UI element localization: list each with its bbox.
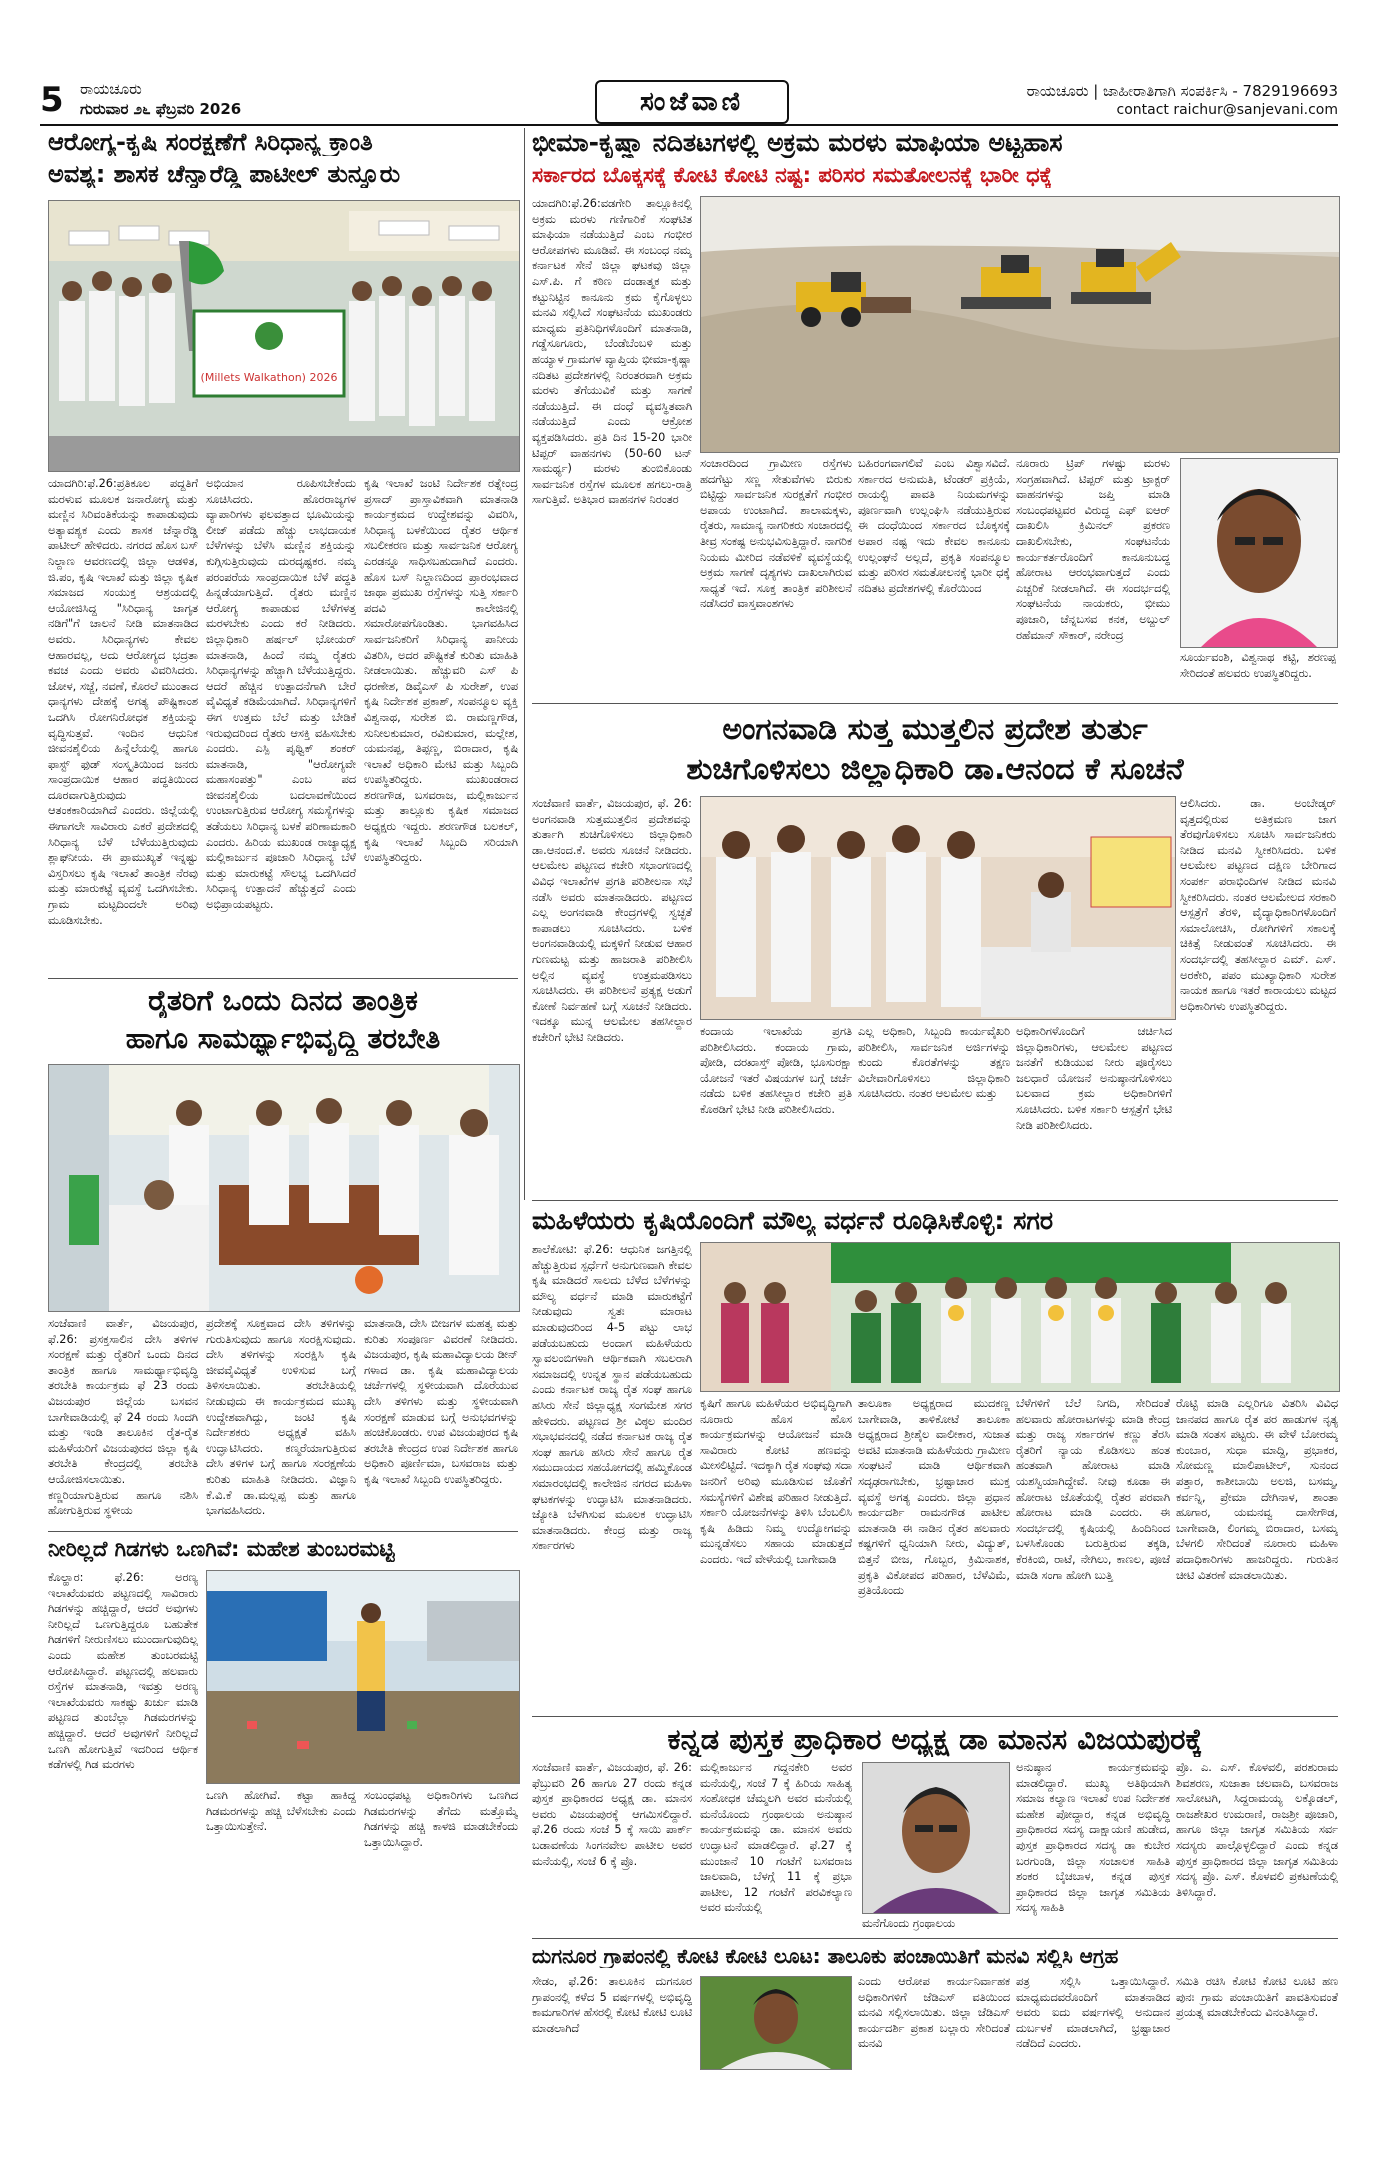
a4-col-2: ಪ್ರದೇಶಕ್ಕೆ ಸೂಕ್ತವಾದ ದೇಸಿ ತಳಿಗಳನ್ನು ಗುರುತಿಸುವುದು ಹಾಗೂ ಸಂರಕ್ಷಿಸುವುದು. ದೇಸಿ ತಳಿಗಳನ್ನು ಸಂರಕ್ಷಿಸಿ ಕೃಷಿ ಜೀವವೈವಿಧ್ಯತೆ ಉಳಿಸುವ ಬಗ್ಗೆ ತಿಳಿಸಲಾಯಿತು. ತರಬೇತಿಯಲ್ಲಿ ನೀಡುವುದು ಈ ಕಾರ್ಯಕ್ರಮದ ಮುಖ್ಯ ಉದ್ದೇಶವಾಗಿದ್ದು, ಜಂಟಿ ಕೃಷಿ ನಿರ್ದೇಶಕರು ಅಧ್ಯಕ್ಷತೆ ವಹಿಸಿ ಉದ್ಘಾಟಿಸಿದರು. ಕಣ್ಮರೆಯಾಗುತ್ತಿರುವ ದೇಸಿ ತಳಿಗಳ ಬಗ್ಗೆ ಹಾಗೂ ಸಂರಕ್ಷಣೆಯ ಕುರಿತು ಮಾಹಿತಿ ನೀಡಿದರು. ವಿಜ್ಞಾನಿ ಕೆ.ವಿ.ಕೆ ಡಾ.ಮಲ್ಲಪ್ಪ ಮತ್ತು ಹಾಗೂ ಭಾಗವಹಿಸಿದರು. bbox=[206, 1317, 356, 1518]
a5-col-2: ತಾಲೂಕಾ ಅಧ್ಯಕ್ಷರಾದ ಮುದಕಣ್ಣ ಬಾಗೇವಾಡಿ, ತಾಳಿಕೋಟೆ ತಾಲೂಕಾ ಅಧ್ಯಕ್ಷರಾದ ಶ್ರೀಶೈಲ ವಾಲೀಕಾರ, ಸುಜಾತ ಅವಟಿ ಮಾತನಾಡಿ ಮಹಿಳೆಯರು ಗ್ರಾಮೀಣ ಸಂಘಟನೆ ಮಾಡಿ ಆರ್ಥಿಕವಾಗಿ ಸದೃಢರಾಗಬೇಕು, ಭ್ರಷ್ಟಾಚಾರ ಮುಕ್ತ ವ್ಯವಸ್ಥೆ ಅಗತ್ಯ ಎಂದರು. ಜಿಲ್ಲಾ ಪ್ರಧಾನ ಕಾರ್ಯದರ್ಶಿ ರಾಮನಗೌಡ ಪಾಟೀಲ ಮಾತನಾಡಿ ಈ ನಾಡಿನ ರೈತರ ಹಲವಾರು ಕಷ್ಟಗಳಿಗೆ ಧ್ವನಿಯಾಗಿ ನೀರು, ವಿದ್ಯುತ್, ಬಿತ್ತನೆ ಬೀಜ, ಗೊಬ್ಬರ, ಕ್ರಿಮಿನಾಶಕ, ಪ್ರಕೃತಿ ವಿಕೋಪದ ಪರಿಹಾರ, ಬೆಳೆವಿಮೆ, ಪ್ರತಿಯೊಂದು bbox=[858, 1397, 1010, 1598]
divider-a1 bbox=[48, 978, 518, 979]
header-rule bbox=[40, 124, 1338, 126]
a3-col-right: ಆಲಿಸಿದರು. ಡಾ. ಅಂಬೇಡ್ಕರ್ ವೃತ್ತದಲ್ಲಿರುವ ಅತಿಕ್ರಮಣ ಜಾಗ ತೆರವುಗೊಳಿಸಲು ಸೂಚಿಸಿ ಸಾರ್ವಜನಿಕರು ನೀಡಿದ ಮನವಿ ಸ್ವೀಕರಿಸಿದರು. ಬಳಿಕ ಆಲಮೇಲ ಪಟ್ಟಣದ ದಕ್ಷಿಣ ಬೇರಿಗಾದ ಸಂಪರ್ಕ ಪರಾಭಿಂದಿಗಳ ನೀಡಿದ ಮನವಿ ಸ್ವೀಕರಿಸಿದರು. ನಂತರ ಆಲಮೇಲದ ಸರಕಾರಿ ಆಸ್ಪತ್ರೆಗೆ ತೆರಳಿ, ವೈದ್ಯಾಧಿಕಾರಿಗಳೊಂದಿಗೆ ಸಮಾಲೋಚಿಸಿ, ರೋಗಿಗಳಿಗೆ ಸಕಾಲಕ್ಕೆ ಚಿಕಿತ್ಸೆ ನೀಡುವಂತೆ ಸೂಚಿಸಿದರು. ಈ ಸಂದರ್ಭದಲ್ಲಿ ತಹಸೀಲ್ದಾರ ಎಮ್. ಎಸ್. ಅರಕೇರಿ, ಪಪಂ ಮುಖ್ಯಾಧಿಕಾರಿ ಸುರೇಶ ನಾಯಕ ಹಾಗೂ ಇತರೆ ಕಾರಾಯಲು ಮಟ್ಟದ ಅಧಿಕಾರಿಗಳು ಉಪಸ್ಥಿತರಿದ್ದರು. bbox=[1180, 797, 1336, 1013]
divider-a2 bbox=[532, 703, 1338, 704]
a2-headline: ಭೀಮಾ-ಕೃಷ್ಣಾ ನದಿತಟಗಳಲ್ಲಿ ಅಕ್ರಮ ಮರಳು ಮಾಫಿಯಾ ಅಟ್ಟಹಾಸ bbox=[532, 128, 1063, 157]
header-date: ಗುರುವಾರ ೨೬ ಫೆಬ್ರವರಿ 2026 bbox=[80, 100, 242, 118]
a4-col-3: ಮಾತನಾಡಿ, ದೇಸಿ ಬೀಜಗಳ ಮಹತ್ವ ಮತ್ತು ಕುರಿತು ಸಂಪೂರ್ಣ ವಿವರಣೆ ನೀಡಿದರು. ವಿಜಯಪುರ, ಕೃಷಿ ಮಹಾವಿದ್ಯಾಲಯ ಡೀನ್ ಗಳಾದ ಡಾ. ಕೃಷಿ ಮಹಾವಿದ್ಯಾಲಯ ಚರ್ಚೆಗಳಲ್ಲಿ ಸ್ಥಳೀಯವಾಗಿ ದೊರೆಯುವ ದೇಸಿ ತಳಿಗಳು ಮತ್ತು ಸ್ಥಳೀಯವಾಗಿ ಸಂರಕ್ಷಣೆ ಮಾಡುವ ಬಗ್ಗೆ ಅನುಭವಗಳನ್ನು ಹಂಚಿಕೊಂಡರು. ಉಪ ವಿಜಯಪುರದ ಕೃಷಿ ತರಬೇತಿ ಕೇಂದ್ರದ ಉಪ ನಿರ್ದೇಶಕ ಹಾಗೂ ಅಧಿಕಾರಿ ಪೂರ್ಣಿಮಾ, ಬಸವರಾಜ ಮತ್ತು ಕೃಷಿ ಇಲಾಖೆ ಸಿಬ್ಬಂದಿ ಉಪಸ್ಥಿತರಿದ್ದರು. bbox=[364, 1317, 518, 1486]
a6-col-2: ಮಲ್ಲಿಕಾರ್ಜುನ ಗದ್ದನಕೇರಿ ಅವರ ಮನೆಯಲ್ಲಿ, ಸಂಜೆ 7 ಕ್ಕೆ ಹಿರಿಯ ಸಾಹಿತ್ಯ ಸಂಶೋಧಕ ಚೆಮ್ಮಲಗಿ ಅವರ ಮನೆಯಲ್ಲಿ ಮನೆಯೊಂದು ಗ್ರಂಥಾಲಯ ಅನುಷ್ಠಾನ ಕಾರ್ಯಕ್ರಮವನ್ನು ಡಾ. ಮಾನಸ ಅವರು ಉದ್ಘಾಟನೆ ಮಾಡಲಿದ್ದಾರೆ. ಫೆ.27 ಕ್ಕೆ ಮುಂಜಾನೆ 10 ಗಂಟೆಗೆ ಬಸವರಾಜ ಜಾಲವಾದಿ, ಬೆಳಗ್ಗೆ 11 ಕ್ಕೆ ಪ್ರಭಾ ಪಾಟೀಲ, 12 ಗಂಟೆಗೆ ಪರವಿಕಲ್ಯಾಣ ಅವರ ಮನೆಯಲ್ಲಿ bbox=[700, 1761, 852, 1915]
masthead-logo: ಸಂಜೆವಾಣಿ bbox=[595, 80, 789, 124]
divider-a5 bbox=[532, 1716, 1338, 1717]
a2-col-3: ನೂರಾರು ಟ್ರಿಪ್ ಗಳಷ್ಟು ಮರಳು ಸಂಗ್ರಹವಾಗಿದೆ. ಟಿಪ್ಪರ್ ಮತ್ತು ಟ್ರಾಕ್ಟರ್ ವಾಹನಗಳನ್ನು ಜಪ್ತಿ ಮಾಡಿ ಸಂಬಂಧಪಟ್ಟವರ ವಿರುದ್ಧ ಎಫ್ ಐಆರ್ ದಾಖಲಿಸಿ ಕ್ರಿಮಿನಲ್ ಪ್ರಕರಣ ದಾಖಲಿಸಬೇಕು, ಸಂಘಟನೆಯ ಕಾರ್ಯಕರ್ತರೊಂದಿಗೆ ಕಾನೂನುಬದ್ಧ ಹೋರಾಟ ಆರಂಭವಾಗುತ್ತದೆ ಎಂದು ಎಚ್ಚರಿಕೆ ನೀಡಲಾಗಿದೆ. ಈ ಸಂದರ್ಭದಲ್ಲಿ ಸಂಘಟನೆಯ ನಾಯಕರು, ಭೀಮು ಪೂಜಾರಿ, ಚೆನ್ನಬಸವ ಕನಕ, ಅಬ್ದುಲ್ ರಹೆಮಾನ್ ಸೌಕಾರ್, ನರೇಂದ್ರ bbox=[1016, 457, 1170, 642]
a1-headline-1: ಆರೋಗ್ಯ-ಕೃಷಿ ಸಂರಕ್ಷಣೆಗೆ ಸಿರಿಧಾನ್ಯ ಕ್ರಾಂತಿ bbox=[48, 128, 373, 156]
a1-banner-text: (Millets Walkathon) 2026 bbox=[200, 371, 338, 384]
a1-headline-2: ಅವಶ್ಯ: ಶಾಸಕ ಚೆನ್ನಾರೆಡ್ಡಿ ಪಾಟೀಲ್ ತುನ್ನೂರು bbox=[48, 160, 401, 188]
a3-photo bbox=[700, 796, 1176, 1020]
a2-col-1: ಸಂಚಾರದಿಂದ ಗ್ರಾಮೀಣ ರಸ್ತೆಗಳು ಹದಗೆಟ್ಟು ಸಣ್ಣ ಸೇತುವೆಗಳು ಬಿರುಕು ಬಿಟ್ಟಿದ್ದು ಸಾರ್ವಜನಿಕ ಸುರಕ್ಷತೆಗೆ ಗಂಭೀರ ಅಪಾಯ ಉಂಟಾಗಿದೆ. ಶಾಲಾಮಕ್ಕಳು, ರೈತರು, ಸಾಮಾನ್ಯ ನಾಗರಿಕರು ಸಂಚಾರದಲ್ಲಿ ತೀವ್ರ ಸಂಕಷ್ಟ ಅನುಭವಿಸುತ್ತಿದ್ದಾರೆ. ನಾಗರಿಕ ನಿಯಮ ಮೀರಿದ ನಡೆವಳಿಕೆ ವ್ಯವಸ್ಥೆಯಲ್ಲಿ ಅಕ್ರಮ ಸಾಗಣೆ ದೃಶ್ಯಗಳು ದಾಖಲಾಗಿರುವ ಸಾಧ್ಯತೆ ಇದೆ. ಸೂಕ್ತ ತಾಂತ್ರಿಕ ಪರಿಶೀಲನೆ ನಡೆಸಿದರೆ ವಾಸ್ತವಾಂಶಗಳು bbox=[700, 457, 852, 611]
a2-col-4: ಸೂರ್ಯವಂಶಿ, ವಿಶ್ವನಾಥ ಕಟ್ಟಿ, ಶರಣಪ್ಪ ಸೇರಿದಂತೆ ಹಲವರು ಉಪಸ್ಥಿತರಿದ್ದರು. bbox=[1180, 651, 1336, 680]
a4-photo bbox=[48, 1064, 520, 1312]
a8-portrait bbox=[700, 1976, 852, 2070]
a6-col-1: ಸಂಜೆವಾಣಿ ವಾರ್ತೆ, ವಿಜಯಪುರ, ಫೆ. 26: ಫೆಬ್ರುವರಿ 26 ಹಾಗೂ 27 ರಂದು ಕನ್ನಡ ಪುಸ್ತಕ ಪ್ರಾಧಿಕಾರದ ಅಧ್ಯಕ್ಷ ಡಾ. ಮಾನಸ ಅವರು ವಿಜಯಪುರಕ್ಕೆ ಆಗಮಿಸಲಿದ್ದಾರೆ. ಫೆ.26 ರಂದು ಸಂಜೆ 5 ಕ್ಕೆ ಸಾಯಿ ಪಾರ್ಕ್ ಬಡಾವಣೆಯ ಸಿಂಗನವೇಲ ಪಾಟೀಲ ಅವರ ಮನೆಯಲ್ಲಿ, ಸಂಜೆ 6 ಕ್ಕೆ ಪ್ರೊ. bbox=[532, 1761, 692, 1868]
a4-col-1: ಸಂಜೆವಾಣಿ ವಾರ್ತೆ, ವಿಜಯಪುರ, ಫೆ.26: ಪ್ರಸಕ್ತಸಾಲಿನ ದೇಸಿ ತಳಿಗಳ ಸಂರಕ್ಷಣೆ ಮತ್ತು ರೈತರಿಗೆ ಒಂದು ದಿನದ ತಾಂತ್ರಿಕ ಹಾಗೂ ಸಾಮರ್ಥ್ಯಾಭಿವೃದ್ಧಿ ತರಬೇತಿ ಕಾರ್ಯಕ್ರಮ ಫೆ 23 ರಂದು ವಿಜಯಪುರ ಜಿಲ್ಲೆಯ ಬಸವನ ಬಾಗೇವಾಡಿಯಲ್ಲಿ ಫೆ 24 ರಂದು ಸಿಂದಗಿ ಮತ್ತು ಇಂಡಿ ತಾಲೂಕಿನ ರೈತ-ರೈತ ಮಹಿಳೆಯರಿಗೆ ವಿಜಯಪುರದ ಜಿಲ್ಲಾ ಕೃಷಿ ತರಬೇತಿ ಕೇಂದ್ರದಲ್ಲಿ ತರಬೇತಿ ಆಯೋಜಿಸಲಾಯಿತು. ಕಣ್ಣರಿಯಾಗುತ್ತಿರುವ ಹಾಗೂ ನಶಿಸಿ ಹೋಗುತ್ತಿರುವ ಸ್ಥಳೀಯ bbox=[48, 1317, 198, 1518]
a7-col-2: ಒಣಗಿ ಹೋಗಿವೆ. ಕಟ್ಟಾ ಹಾಕಿದ್ದ ಗಿಡಮರಗಳನ್ನು ಹಚ್ಚಿ ಬೆಳೆಸಬೇಕು ಎಂದು ಒತ್ತಾಯಿಸುತ್ತೇನೆ. bbox=[206, 1789, 356, 1834]
a6-portrait bbox=[862, 1762, 1010, 1914]
a4-headline-2: ಹಾಗೂ ಸಾಮರ್ಥ್ಯಾಭಿವೃದ್ಧಿ ತರಬೇತಿ bbox=[125, 1022, 441, 1055]
a7-col-3: ಸಂಬಂಧಪಟ್ಟ ಅಧಿಕಾರಿಗಳು ಒಣಗಿದ ಗಿಡಮರಗಳನ್ನು ತೆಗೆದು ಮತ್ತೊಮ್ಮೆ ಗಿಡಗಳನ್ನು ಹಚ್ಚಿ ಕಾಳಜಿ ಮಾಡಬೇಕೆಂದು ಒತ್ತಾಯಿಸಿದ್ದಾರೆ. bbox=[364, 1789, 518, 1849]
a1-col-3: ಕೃಷಿ ಇಲಾಖೆ ಜಂಟಿ ನಿರ್ದೇಶಕ ರತ್ನೇಂದ್ರ ಪ್ರಸಾದ್ ಪ್ರಾಸ್ತಾವಿಕವಾಗಿ ಮಾತನಾಡಿ ಕಾರ್ಯಕ್ರಮದ ಉದ್ದೇಶವನ್ನು ವಿವರಿಸಿ, ಸಿರಿಧಾನ್ಯ ಬಳಕೆಯಿಂದ ರೈತರ ಆರ್ಥಿಕ ಸಬಲೀಕರಣ ಮತ್ತು ಸಾರ್ವಜನಿಕ ಆರೋಗ್ಯ ಎರಡನ್ನೂ ಸಾಧಿಸಬಹುದಾಗಿದೆ ಎಂದರು. ಹೊಸ ಬಸ್ ನಿಲ್ದಾಣದಿಂದ ಪ್ರಾರಂಭವಾದ ಜಾಥಾ ಪ್ರಮುಖ ರಸ್ತೆಗಳನ್ನು ಸುತ್ತಿ ಸರ್ಕಾರಿ ಪದವಿ ಕಾಲೇಜಿನಲ್ಲಿ ಸಮಾರೋಪಗೊಂಡಿತು. ಭಾಗವಹಿಸಿದ ಸಾರ್ವಜನಿಕರಿಗೆ ಸಿರಿಧಾನ್ಯ ಪಾನೀಯ ವಿತರಿಸಿ, ಅದರ ಪೌಷ್ಟಿಕತೆ ಕುರಿತು ಮಾಹಿತಿ ನೀಡಲಾಯಿತು. ಹೆಚ್ಚುವರಿ ಎಸ್ ಪಿ ಧರಣೇಶ, ಡಿವೈಎಸ್ ಪಿ ಸುರೇಶ್, ಉಪ ಕೃಷಿ ನಿರ್ದೇಶಕ ಪ್ರಕಾಶ್, ಸಂಪನ್ಮೂಲ ವ್ಯಕ್ತಿ ವಿಶ್ವನಾಥ, ಸುರೇಶ ಬಿ. ರಾಮಣ್ಣಗೌಡ, ಸುನೀಲಕುಮಾರ, ರವಿಕುಮಾರ, ಮಲ್ಲೇಶ, ಯಮನಪ್ಪ, ತಿಪ್ಪಣ್ಣ, ಬಿರಾದಾರ, ಕೃಷಿ ಇಲಾಖೆ ಅಧಿಕಾರಿ ಮೇಟಿ ಮತ್ತು ಸಿಬ್ಬಂದಿ ಉಪಸ್ಥಿತರಿದ್ದರು. ಮುಖಂಡರಾದ ಶರಣಗೌಡ, ಬಸವರಾಜ, ಮಲ್ಲಿಕಾರ್ಜುನ ಮತ್ತು ತಾಲ್ಲೂಕು ಕೃಷಿಕ ಸಮಾಜದ ಅಧ್ಯಕ್ಷರು ಇದ್ದರು. ಶರಣಗೌಡ ಬಲಕಲ್, ಕೃಷಿ ಇಲಾಖೆ ಸಿಬ್ಬಂದಿ ಸರಿಯಾಗಿ ಉಪಸ್ಥಿತರಿದ್ದರು. bbox=[364, 477, 518, 865]
a5-col-1: ಕೃಷಿಗೆ ಹಾಗೂ ಮಹಿಳೆಯರ ಅಭಿವೃದ್ಧಿಗಾಗಿ ನೂರಾರು ಹೊಸ ಹೊಸ ಕಾರ್ಯಕ್ರಮಗಳನ್ನು ಆಯೋಜನೆ ಮಾಡಿ ಸಾವಿರಾರು ಕೋಟಿ ಹಣವನ್ನು ಮೀಸಲಿಟ್ಟಿದೆ. ಇದಕ್ಕಾಗಿ ರೈತ ಸಂಘವು ಸದಾ ಜನರಿಗೆ ಅರಿವು ಮೂಡಿಸುವ ಜೊತೆಗೆ ಸಮಸ್ಯೆಗಳಿಗೆ ವಿಶೇಷ ಪರಿಹಾರ ನೀಡುತ್ತಿದೆ. ಸರ್ಕಾರಿ ಯೋಜನೆಗಳನ್ನು ತಿಳಿಸಿ ಬೆಂಬಲಿಸಿ ಕೃಷಿ ಹಿಡಿದು ನಿಮ್ಮ ಉದ್ಯೋಗವನ್ನು ಮುನ್ನಡೆಸಲು ಸಹಾಯ ಮಾಡುತ್ತದೆ ಎಂದರು. ಇದೆ ವೇಳೆಯಲ್ಲಿ ಬಾಗೇವಾಡಿ bbox=[700, 1397, 852, 1566]
a8-col-3: ಪತ್ರ ಸಲ್ಲಿಸಿ ಒತ್ತಾಯಿಸಿದ್ದಾರೆ. ಮಾಧ್ಯಮದವರೊಂದಿಗೆ ಮಾತನಾಡಿದ ಅವರು ಐದು ವರ್ಷಗಳಲ್ಲಿ ಅನುದಾನ ದುರ್ಬಳಕೆ ಮಾಡಲಾಗಿದೆ, ಭ್ರಷ್ಟಾಚಾರ ನಡೆದಿದೆ ಎಂದರು. bbox=[1016, 1975, 1170, 2051]
page-number: 5 bbox=[40, 80, 64, 120]
a6-caption: ಮನೆಗೊಂದು ಗ್ರಂಥಾಲಯ bbox=[862, 1917, 956, 1930]
a8-col-2: ಎಂದು ಆರೋಪ ಕಾರ್ಯನಿರ್ವಾಹಕ ಅಧಿಕಾರಿಗಳಿಗೆ ಜೆಡಿಎಸ್ ವತಿಯಿಂದ ಮನವಿ ಸಲ್ಲಿಸಲಾಯಿತು. ಜಿಲ್ಲಾ ಜೆಡಿಎಸ್ ಕಾರ್ಯದರ್ಶಿ ಪ್ರಕಾಶ ಬಲ್ಲಾರು ಸೇರಿದಂತೆ ಮನವಿ bbox=[858, 1975, 1010, 2051]
a3-col-c3: ಅಧಿಕಾರಿಗಳೊಂದಿಗೆ ಚರ್ಚಿಸಿದ ಜಿಲ್ಲಾಧಿಕಾರಿಗಳು, ಆಲಮೇಲ ಪಟ್ಟಣದ ಜನತೆಗೆ ಕುಡಿಯುವ ನೀರು ಪೂರೈಸಲು ಜಲಧಾರೆ ಯೋಜನೆ ಅನುಷ್ಠಾನಗೊಳಿಸಲು ಬಲವಾದ ಕ್ರಮ ಅಧಿಕಾರಿಗಳಿಗೆ ಸೂಚಿಸಿದರು. ಬಳಿಕ ಸರ್ಕಾರಿ ಆಸ್ಪತ್ರೆಗೆ ಭೇಟಿ ನೀಡಿ ಪರಿಶೀಲಿಸಿದರು. bbox=[1016, 1025, 1172, 1132]
a3-headline-1: ಅಂಗನವಾಡಿ ಸುತ್ತ ಮುತ್ತಲಿನ ಪ್ರದೇಶ ತುರ್ತು bbox=[722, 712, 1148, 747]
a8-col-4: ಸಮಿತಿ ರಚಿಸಿ ಕೋಟಿ ಕೋಟಿ ಲೂಟಿ ಹಣ ಪುನಃ ಗ್ರಾಮ ಪಂಚಾಯಿತಿಗೆ ಪಾವತಿಸುವಂತೆ ಪ್ರಯತ್ನ ಮಾಡಬೇಕೆಂದು ವಿನಂತಿಸಿದ್ದಾರೆ. bbox=[1176, 1975, 1338, 2020]
vertical-divider bbox=[524, 128, 525, 1200]
a3-headline-2: ಶುಚಿಗೊಳಿಸಲು ಜಿಲ್ಲಾಧಿಕಾರಿ ಡಾ.ಆನಂದ ಕೆ ಸೂಚನೆ bbox=[686, 752, 1184, 787]
a7-headline: ನೀರಿಲ್ಲದೆ ಗಿಡಗಳು ಒಣಗಿವೆ: ಮಹೇಶ ತುಂಬರಮಟ್ಟಿ bbox=[48, 1537, 395, 1561]
a1-photo bbox=[48, 200, 520, 472]
a5-photo bbox=[700, 1242, 1340, 1392]
a3-col-left: ಸಂಜೆವಾಣಿ ವಾರ್ತೆ, ವಿಜಯಪುರ, ಫೆ. 26: ಅಂಗನವಾಡಿ ಸುತ್ತಮುತ್ತಲಿನ ಪ್ರದೇಶವನ್ನು ತುರ್ತಾಗಿ ಶುಚಿಗೊಳಿಸಲು ಜಿಲ್ಲಾಧಿಕಾರಿ ಡಾ.ಆನಂದ.ಕೆ. ಅವರು ಸೂಚನೆ ನೀಡಿದರು. ಆಲಮೇಲ ಪಟ್ಟಣದ ಕಚೇರಿ ಸಭಾಂಗಣದಲ್ಲಿ ವಿವಿಧ ಇಲಾಖೆಗಳ ಪ್ರಗತಿ ಪರಿಶೀಲನಾ ಸಭೆ ನಡೆಸಿ ಅವರು ಮಾತನಾಡಿದರು. ಪಟ್ಟಣದ ಎಲ್ಲ ಅಂಗನವಾಡಿ ಕೇಂದ್ರಗಳಲ್ಲಿ ಸ್ವಚ್ಛತೆ ಕಾಪಾಡಲು ಸೂಚಿಸಿದರು. ಬಳಿಕ ಅಂಗನವಾಡಿಯಲ್ಲಿ ಮಕ್ಕಳಿಗೆ ನೀಡುವ ಆಹಾರ ಗುಣಮಟ್ಟ ಮತ್ತು ಹಾಜರಾತಿ ಪರಿಶೀಲಿಸಿ ಅಲ್ಲಿನ ವ್ಯವಸ್ಥೆ ಉತ್ತಮಪಡಿಸಲು ಸೂಚಿಸಿದರು. ಈ ಪರಿಶೀಲನೆ ಪ್ರತ್ಯಕ್ಷ ಅಡುಗೆ ಕೋಣೆ ನಿರ್ವಹಣೆ ಬಗ್ಗೆ ಸೂಚನೆ ನೀಡಿದರು. ಇದಕ್ಕೂ ಮುನ್ನ ಆಲಮೇಲ ತಹಸೀಲ್ದಾರ ಕಚೇರಿಗೆ ಭೇಟಿ ನೀಡಿದರು. bbox=[532, 797, 692, 1044]
a6-col-4: ಪ್ರೊ. ಎ. ಎಸ್. ಕೊಳವಲಿ, ಪರಶುರಾಮ ಶಿವಶರಣ, ಸುಜಾತಾ ಚಲವಾದಿ, ಬಸವರಾಜ ಸಾಲೋಟಗಿ, ಸಿದ್ದರಾಮಯ್ಯ ಲಕ್ಕೊಡಲ್, ರಾಜಶೇಖರ ಉಮರಾಣಿ, ರಾಜಶ್ರೀ ಪೂಜಾರಿ, ಹಾಗೂ ಜಿಲ್ಲಾ ಜಾಗೃತ ಸಮಿತಿಯ ಸರ್ವ ಸದಸ್ಯರು ಪಾಲ್ಗೊಳ್ಳಲಿದ್ದಾರೆ ಎಂದು ಕನ್ನಡ ಪುಸ್ತಕ ಪ್ರಾಧಿಕಾರದ ಜಿಲ್ಲಾ ಜಾಗೃತ ಸಮಿತಿಯ ಸದಸ್ಯ ಪ್ರೊ. ಎಸ್. ಕೊಳವಲಿ ಪ್ರಕಟಣೆಯಲ್ಲಿ ತಿಳಿಸಿದ್ದಾರೆ. bbox=[1176, 1761, 1338, 1899]
a3-col-c2: ಎಲ್ಲ ಅಧಿಕಾರಿ, ಸಿಬ್ಬಂದಿ ಕಾರ್ಯವೈಖರಿ ಪರಿಶೀಲಿಸಿ, ಸಾರ್ವಜನಿಕ ಅರ್ಜಿಗಳನ್ನು ಕುಂದು ಕೊರತೆಗಳನ್ನು ತಕ್ಷಣ ವಿಲೇವಾರಿಗೊಳಿಸಲು ಜಿಲ್ಲಾಧಿಕಾರಿ ಸೂಚಿಸಿದರು. ನಂತರ ಆಲಮೇಲ ಮತ್ತು bbox=[858, 1025, 1010, 1101]
a2-intro: ಯಾದಗಿರಿ:ಫೆ.26:ವಡಗೇರಿ ತಾಲ್ಲೂಕಿನಲ್ಲಿ ಅಕ್ರಮ ಮರಳು ಗಣಿಗಾರಿಕೆ ಸಂಘಟಿತ ಮಾಫಿಯಾ ನಡೆಯುತ್ತಿದೆ ಎಂಬ ಗಂಭೀರ ಆರೋಪಗಳು ಮೂಡಿವೆ. ಈ ಸಂಬಂಧ ನಮ್ಮ ಕರ್ನಾಟಕ ಸೇನೆ ಜಿಲ್ಲಾ ಘಟಕವು ಜಿಲ್ಲಾ ಎಸ್.ಪಿ. ಗೆ ಕಠಿಣ ದಂಡಾತ್ಮಕ ಮತ್ತು ಕಟ್ಟುನಿಟ್ಟಿನ ಕಾನೂನು ಕ್ರಮ ಕೈಗೊಳ್ಳಲು ಮನವಿ ಸಲ್ಲಿಸಿದೆ ಸಂಘಟನೆಯ ಮುಖಂಡರು ಮಾಧ್ಯಮ ಪ್ರತಿನಿಧಿಗಳೊಂದಿಗೆ ಮಾತನಾಡಿ, ಗಡ್ಡೆಸೂಗೂರು, ಬೆಂಡೆಬೆಂಬಳಿ ಮತ್ತು ಹಯ್ಯಾಳ ಗ್ರಾಮಗಳ ವ್ಯಾಪ್ತಿಯ ಭೀಮಾ-ಕೃಷ್ಣಾ ನದಿತಟ ಪ್ರದೇಶಗಳಲ್ಲಿ ನಿರಂತರವಾಗಿ ಅಕ್ರಮ ಮರಳು ತೆಗೆಯುವಿಕೆ ಮತ್ತು ಸಾಗಣೆ ನಡೆಯುತ್ತಿದೆ. ಈ ದಂಧೆ ವ್ಯವಸ್ಥಿತವಾಗಿ ನಡೆಯುತ್ತಿದೆ ಎಂದು ಆಕ್ರೋಶ ವ್ಯಕ್ತಪಡಿಸಿದರು. ಪ್ರತಿ ದಿನ 15-20 ಭಾರೀ ಟಿಪ್ಪರ್ ವಾಹನಗಳು (50-60 ಟನ್ ಸಾಮರ್ಥ್ಯ) ಮರಳು ತುಂಬಿಕೊಂಡು ಸಾರ್ವಜನಿಕ ರಸ್ತೆಗಳ ಮೂಲಕ ಹಗಲು-ರಾತ್ರಿ ಸಾಗುತ್ತಿವೆ. ಅತಿಭಾರ ವಾಹನಗಳ ನಿರಂತರ bbox=[532, 197, 692, 507]
a5-col-4: ರೊಟ್ಟಿ ಮಾಡಿ ಎಲ್ಲರಿಗೂ ವಿತರಿಸಿ ವಿವಿಧ ಜಾನಪದ ಹಾಗೂ ರೈತ ಪರ ಹಾಡುಗಳ ನೃತ್ಯ ಮಾಡಿ ಸಂತಸ ಪಟ್ಟರು. ಈ ವೇಳೆ ಬೋರಮ್ಮ ಕುಂಬಾರ, ಸುಧಾ ಮಾದ್ದಿ, ಪ್ರಭಾಕರ, ಸೋಮಣ್ಣ ಮಾಲಿಪಾಟೀಲ್, ಸುನಂದ ಪತ್ತಾರ, ಕಾಶೀಬಾಯಿ ಅಲಜಿ, ಬಸಮ್ಮ, ಕರ್ವನ್ನಿ, ಪ್ರೇಮಾ ದೇಗಿನಾಳ, ಶಾಂತಾ ಹೂಗಾರ, ಯಮನವ್ವ ದಾಸೇಗೌಡ, ಬಾಗೇವಾಡಿ, ಲಿಂಗಮ್ಮ ಬಿರಾದಾರ, ಬಸಮ್ಮ ಬೆಳಗಲಿ ಸೇರಿದಂತೆ ನೂರಾರು ಮಹಿಳಾ ಪದಾಧಿಕಾರಿಗಳು ಹಾಜರಿದ್ದರು. ಗುರುತಿನ ಚೀಟಿ ವಿತರಣೆ ಮಾಡಲಾಯಿತು. bbox=[1176, 1397, 1338, 1582]
a2-col-2: ಬಹಿರಂಗವಾಗಲಿವೆ ಎಂಬ ವಿಶ್ವಾಸವಿದೆ. ಸರ್ಕಾರದ ಅನುಮತಿ, ಟೆಂಡರ್ ಪ್ರಕ್ರಿಯೆ, ರಾಯಲ್ಟಿ ಪಾವತಿ ನಿಯಮಗಳನ್ನು ಪೂರ್ಣವಾಗಿ ಉಲ್ಲಂಘಿಸಿ ನಡೆಯುತ್ತಿರುವ ಈ ದಂಧೆಯಿಂದ ಸರ್ಕಾರದ ಬೊಕ್ಕಸಕ್ಕೆ ಅಪಾರ ನಷ್ಟ ಇದು ಕೇವಲ ಕಾನೂನು ಉಲ್ಲಂಘನೆ ಅಲ್ಲದೆ, ಪ್ರಕೃತಿ ಸಂಪನ್ಮೂಲ ಮತ್ತು ಪರಿಸರ ಸಮತೋಲನಕ್ಕೆ ಭಾರೀ ಧಕ್ಕೆ ನದಿತಟ ಪ್ರದೇಶಗಳಲ್ಲಿ ಕೊರೆಯಿಂದ bbox=[858, 457, 1010, 595]
a6-headline: ಕನ್ನಡ ಪುಸ್ತಕ ಪ್ರಾಧಿಕಾರ ಅಧ್ಯಕ್ಷ ಡಾ ಮಾನಸ ವಿಜಯಪುರಕ್ಕೆ bbox=[667, 1722, 1203, 1756]
a7-photo bbox=[206, 1570, 520, 1784]
a2-portrait bbox=[1180, 458, 1338, 648]
a5-headline: ಮಹಿಳೆಯರು ಕೃಷಿಯೊಂದಿಗೆ ಮೌಲ್ಯ ವರ್ಧನೆ ರೂಢಿಸಿಕೊಳ್ಳಿ: ಸಗರ bbox=[532, 1206, 1054, 1235]
a2-subhead: ಸರ್ಕಾರದ ಬೊಕ್ಕಸಕ್ಕೆ ಕೋಟಿ ಕೋಟಿ ನಷ್ಟ: ಪರಿಸರ ಸಮತೋಲನಕ್ಕೆ ಭಾರೀ ಧಕ್ಕೆ bbox=[532, 163, 1052, 187]
a8-col-1: ಸೇಡಂ, ಫೆ.26: ತಾಲೂಕಿನ ದುಗನೂರ ಗ್ರಾಪಂನಲ್ಲಿ ಕಳೆದ 5 ವರ್ಷಗಳಲ್ಲಿ ಅಭಿವೃದ್ಧಿ ಕಾಮಗಾರಿಗಳ ಹೆಸರಲ್ಲಿ ಕೋಟಿ ಕೋಟಿ ಲೂಟಿ ಮಾಡಲಾಗಿದೆ bbox=[532, 1975, 692, 2035]
header-email: contact raichur@sanjevani.com bbox=[1116, 102, 1338, 118]
divider-a4 bbox=[48, 1531, 518, 1532]
a5-intro: ಶಾಲೆಕೋಟಿ: ಫೆ.26: ಆಧುನಿಕ ಜಗತ್ತಿನಲ್ಲಿ ಹೆಚ್ಚುತ್ತಿರುವ ಸ್ಪರ್ಧೆಗೆ ಅನುಗುಣವಾಗಿ ಕೇವಲ ಕೃಷಿ ಮಾಡಿದರೆ ಸಾಲದು ಬೆಳೆದ ಬೆಳೆಗಳನ್ನು ಮೌಲ್ಯ ವರ್ಧನೆ ಮಾಡಿ ಮಾರುಕಟ್ಟೆಗೆ ನೀಡುವುದು ಸ್ವತಃ ಮಾರಾಟ ಮಾಡುವುದರಿಂದ 4-5 ಪಟ್ಟು ಲಾಭ ಪಡೆಯಬಹುದು ಅಂದಾಗ ಮಹಿಳೆಯರು ಸ್ವಾವಲಂಬಿಗಳಾಗಿ ಆರ್ಥಿಕವಾಗಿ ಸಬಲರಾಗಿ ಸಮಾಜದಲ್ಲಿ ಉನ್ನತ ಸ್ಥಾನ ಪಡೆಯಬಹುದು ಎಂದು ಕರ್ನಾಟಕ ರಾಜ್ಯ ರೈತ ಸಂಘ ಹಾಗೂ ಹಸಿರು ಸೇನೆ ಜಿಲ್ಲಾಧ್ಯಕ್ಷ ಸಂಗಮೇಶ ಸಗರ ಹೇಳಿದರು. ಪಟ್ಟಣದ ಶ್ರೀ ವಿಠ್ಠಲ ಮಂದಿರ ಸಭಾಭವನದಲ್ಲಿ ನಡೆದ ಕರ್ನಾಟಕ ರಾಜ್ಯ ರೈತ ಸಂಘ ಹಾಗೂ ಹಸಿರು ಸೇನೆ ಹಾಗೂ ರೈತ ಸಮುದಾಯದ ಸಹಯೋಗದಲ್ಲಿ ಹಮ್ಮಿಕೊಂಡ ಸಮಾರಂಭದಲ್ಲಿ ಕಾಲೇಜಿನ ನಗರದ ಮಹಿಳಾ ಘಟಕಗಳನ್ನು ಉದ್ಘಾಟಿಸಿ ಮಾತನಾಡಿದರು. ಜ್ಯೋತಿ ಬೆಳಗಿಸುವ ಮೂಲಕ ಉದ್ಘಾಟಿಸಿ ಮಾತನಾಡಿದರು. ಕೇಂದ್ರ ಮತ್ತು ರಾಜ್ಯ ಸರ್ಕಾರಗಳು bbox=[532, 1243, 692, 1553]
divider-a3 bbox=[532, 1200, 1338, 1201]
header-contact: ರಾಯಚೂರು | ಜಾಹೀರಾತಿಗಾಗಿ ಸಂಪರ್ಕಿಸಿ - 7829196693 bbox=[1026, 82, 1338, 100]
a8-headline: ದುಗನೂರ ಗ್ರಾಪಂನಲ್ಲಿ ಕೋಟಿ ಕೋಟಿ ಲೂಟ: ತಾಲೂಕು ಪಂಚಾಯಿತಿಗೆ ಮನವಿ ಸಲ್ಲಿಸಿ ಆಗ್ರಹ bbox=[532, 1944, 1119, 1968]
a7-col-1: ಕೊಲ್ಹಾರ: ಫೆ.26: ಅರಣ್ಯ ಇಲಾಖೆಯವರು ಪಟ್ಟಣದಲ್ಲಿ ಸಾವಿರಾರು ಗಿಡಗಳನ್ನು ಹಚ್ಚಿದ್ದಾರೆ, ಆದರೆ ಅವುಗಳು ನೀರಿಲ್ಲದೆ ಒಣಗುತ್ತಿದ್ದರೂ ಬಹುತೇಕ ಗಿಡಗಳಿಗೆ ನೀರುಣಿಸಲು ಮುಂದಾಗುವುದಿಲ್ಲ ಎಂದು ಮಹೇಶ ತುಂಬರಮಟ್ಟಿ ಆರೋಪಿಸಿದ್ದಾರೆ. ಪಟ್ಟಣದಲ್ಲಿ ಹಲವಾರು ರಸ್ತೆಗಳ ಮಾತನಾಡಿ, ಇವತ್ತು ಅರಣ್ಯ ಇಲಾಖೆಯವರು ಸಾಕಷ್ಟು ಖರ್ಚು ಮಾಡಿ ಪಟ್ಟಣದ ತುಂಬೆಲ್ಲಾ ಗಿಡಮರಗಳನ್ನು ಹಚ್ಚಿದ್ದಾರೆ. ಆದರೆ ಅವುಗಳಿಗೆ ನೀರಿಲ್ಲದೆ ಒಣಗಿ ಹೋಗುತ್ತಿವೆ ಇದರಿಂದ ಆರ್ಥಿಕ ಕಡೆಗಳಲ್ಲಿ ಗಿಡ ಮರಗಳು bbox=[48, 1571, 198, 1772]
a1-col-2: ಅಭಿಯಾನ ರೂಪಿಸಬೇಕೆಂದು ಸೂಚಿಸಿದರು. ಹೊರರಾಜ್ಯಗಳ ವ್ಯಾಪಾರಿಗಳು ಫಲವತ್ತಾದ ಭೂಮಿಯನ್ನು ಲೀಜ್ ಪಡೆದು ಹೆಚ್ಚು ಲಾಭದಾಯಕ ಬೆಳೆಗಳನ್ನು ಬೆಳೆಸಿ ಮಣ್ಣಿನ ಶಕ್ತಿಯನ್ನು ಕುಗ್ಗಿಸುತ್ತಿರುವುದು ದುರದೃಷ್ಟಕರ. ನಮ್ಮ ಪರಂಪರೆಯ ಸಾಂಪ್ರದಾಯಿಕ ಬೆಳೆ ಪದ್ಧತಿ ಹಿನ್ನಡೆಯಾಗುತ್ತಿದೆ. ರೈತರು ಮಣ್ಣಿನ ಆರೋಗ್ಯ ಕಾಪಾಡುವ ಬೆಳೆಗಳತ್ತ ಮರಳಬೇಕು ಎಂದು ಕರೆ ನೀಡಿದರು. ಜಿಲ್ಲಾಧಿಕಾರಿ ಹರ್ಷಲ್ ಭೋಯರ್ ಮಾತನಾಡಿ, ಹಿಂದೆ ನಮ್ಮ ರೈತರು ಸಿರಿಧಾನ್ಯಗಳನ್ನು ಹೆಚ್ಚಾಗಿ ಬೆಳೆಯುತ್ತಿದ್ದರು. ಆದರೆ ಹೆಚ್ಚಿನ ಉತ್ಪಾದನೆಗಾಗಿ ಬೇರೆ ವೈವಿಧ್ಯತೆ ಕಡಿಮೆಯಾಗಿದೆ. ಸಿರಿಧಾನ್ಯಗಳಿಗೆ ಈಗ ಉತ್ತಮ ಬೆಲೆ ಮತ್ತು ಬೇಡಿಕೆ ಇರುವುದರಿಂದ ರೈತರು ಆಸಕ್ತಿ ವಹಿಸಬೇಕು ಎಂದರು. ಎಸ್ಪಿ ಪೃಥ್ವಿಕ್ ಶಂಕರ್ ಮಾತನಾಡಿ, "ಆರೋಗ್ಯವೇ ಮಹಾಸಂಪತ್ತು" ಎಂಬ ಪದ ಜೀವನಶೈಲಿಯ ಬದಲಾವಣೆಯಿಂದ ಉಂಟಾಗುತ್ತಿರುವ ಆರೋಗ್ಯ ಸಮಸ್ಯೆಗಳನ್ನು ತಡೆಯಲು ಸಿರಿಧಾನ್ಯ ಬಳಕೆ ಪರಿಣಾಮಕಾರಿ ಎಂದರು. ಹಿರಿಯ ಮುಖಂಡ ರಾಜ್ಯಾಧ್ಯಕ್ಷ ಮಲ್ಲಿಕಾರ್ಜುನ ಪೂಜಾರಿ ಸಿರಿಧಾನ್ಯ ಬೆಳೆ ಮತ್ತು ಮಾರುಕಟ್ಟೆ ಸೌಲಭ್ಯ ಒದಗಿಸಿದರೆ ಸಿರಿಧಾನ್ಯ ಉತ್ಪಾದನೆ ಹೆಚ್ಚುತ್ತದೆ ಎಂದು ಅಭಿಪ್ರಾಯಪಟ್ಟರು. bbox=[206, 477, 356, 912]
divider-a6 bbox=[532, 1938, 1338, 1939]
a1-col-1: ಯಾದಗಿರಿ:ಫೆ.26:ಪ್ರತಿಕೂಲ ಪದ್ದತಿಗೆ ಮರಳುವ ಮೂಲಕ ಜನಾರೋಗ್ಯ ಮತ್ತು ಮಣ್ಣಿನ ಸಿರಿವಂತಿಕೆಯನ್ನು ಕಾಪಾಡುವುದು ಅತ್ಯಾವಶ್ಯಕ ಎಂದು ಶಾಸಕ ಚೆನ್ನಾರೆಡ್ಡಿ ಪಾಟೀಲ್ ಹೇಳಿದರು. ನಗರದ ಹೊಸ ಬಸ್ ನಿಲ್ದಾಣ ಆವರಣದಲ್ಲಿ ಜಿಲ್ಲಾ ಆಡಳಿತ, ಜಿ.ಪಂ, ಕೃಷಿ ಇಲಾಖೆ ಮತ್ತು ಜಿಲ್ಲಾ ಕೃಷಿಕ ಸಮಾಜದ ಸಂಯುಕ್ತ ಆಶ್ರಯದಲ್ಲಿ ಆಯೋಜಿಸಿದ್ದ "ಸಿರಿಧಾನ್ಯ ಜಾಗೃತ ನಡಿಗೆ"ಗೆ ಚಾಲನೆ ನೀಡಿ ಮಾತನಾಡಿದ ಅವರು. ಸಿರಿಧಾನ್ಯಗಳು ಕೇವಲ ಆಹಾರವಲ್ಲ, ಅದು ಆರೋಗ್ಯದ ಭದ್ರತಾ ಕವಚ ಎಂದು ಅವರು ವಿವರಿಸಿದರು. ಜೋಳ, ಸಜ್ಜೆ, ನವಣೆ, ಕೊರಲೆ ಮುಂತಾದ ಧಾನ್ಯಗಳು ದೇಹಕ್ಕೆ ಅಗತ್ಯ ಪೌಷ್ಟಿಕಾಂಶ ಒದಗಿಸಿ ರೋಗನಿರೋಧಕ ಶಕ್ತಿಯನ್ನು ವೃದ್ಧಿಸುತ್ತವೆ. ಇಂದಿನ ಆಧುನಿಕ ಜೀವನಶೈಲಿಯ ಹಿನ್ನೆಲೆಯಲ್ಲಿ ಹಾಗೂ ಫಾಸ್ಟ್ ಫುಡ್ ಸಂಸ್ಕೃತಿಯಿಂದ ಜನರು ಸಾಂಪ್ರದಾಯಿಕ ಆಹಾರ ಪದ್ಧತಿಯಿಂದ ದೂರವಾಗುತ್ತಿರುವುದು ಆತಂಕಕಾರಿಯಾಗಿದೆ ಎಂದರು. ಜಿಲ್ಲೆಯಲ್ಲಿ ಈಗಾಗಲೇ ಸಾವಿರಾರು ಎಕರೆ ಪ್ರದೇಶದಲ್ಲಿ ಸಿರಿಧಾನ್ಯ ಬೆಳೆ ಬೆಳೆಯುತ್ತಿರುವುದು ಶ್ಲಾಘನೀಯ. ಈ ಪ್ರಾಮುಖ್ಯತೆ ಇನ್ನಷ್ಟು ವಿಸ್ತರಿಸಲು ಕೃಷಿ ಇಲಾಖೆ ತಾಂತ್ರಿಕ ನೆರವು ಮತ್ತು ಮಾರುಕಟ್ಟೆ ವ್ಯವಸ್ಥೆ ಒದಗಿಸಬೇಕು. ಗ್ರಾಮ ಮಟ್ಟದಿಂದಲೇ ಅರಿವು ಮೂಡಿಸಬೇಕು. bbox=[48, 477, 198, 927]
a4-headline-1: ರೈತರಿಗೆ ಒಂದು ದಿನದ ತಾಂತ್ರಿಕ bbox=[148, 984, 418, 1017]
a5-col-3: ಬೆಳೆಗಳಿಗೆ ಬೆಲೆ ನಿಗದಿ, ಸೇರಿದಂತೆ ಹಲವಾರು ಹೋರಾಟಗಳನ್ನು ಮಾಡಿ ಕೇಂದ್ರ ಮತ್ತು ರಾಜ್ಯ ಸರ್ಕಾರಗಳ ಕಣ್ಣು ತೆರಸಿ ರೈತರಿಗೆ ನ್ಯಾಯ ಕೊಡಿಸಲು ಹಂತ ಹಂತವಾಗಿ ಹೋರಾಟ ಮಾಡಿ ಯಶಸ್ವಿಯಾಗಿದ್ದೇವೆ. ನೀವು ಕೂಡಾ ಈ ಹೋರಾಟ ಜೊತೆಯಲ್ಲಿ ರೈತರ ಪರವಾಗಿ ಹೋರಾಟ ಮಾಡಿ ಎಂದರು. ಈ ಸಂದರ್ಭದಲ್ಲಿ ಕೃಷಿಯಲ್ಲಿ ಹಿಂದಿನಿಂದ ಬಳಸಿಕೊಂಡು ಬರುತ್ತಿರುವ ತಕ್ಕಡಿ, ಕೆರಕಿಂಬಿ, ರಾಟೆ, ನೇಗಿಲು, ಕಾಣಲ, ಪೂಜೆ ಮಾಡಿ ಸಂಗಾ ಹೋಗಿ ಬುತ್ತಿ bbox=[1016, 1397, 1170, 1582]
a2-photo bbox=[700, 196, 1340, 453]
header-city: ರಾಯಚೂರು bbox=[80, 80, 142, 98]
a3-col-c1: ಕಂದಾಯ ಇಲಾಖೆಯ ಪ್ರಗತಿ ಪರಿಶೀಲಿಸಿದರು. ಕಂದಾಯ ಗ್ರಾಮ, ಪೋಡಿ, ದರಖಾಸ್ತ್ ಪೋಡಿ, ಭೂಸುರಕ್ಷಾ ಯೋಜನೆ ಇತರೆ ವಿಷಯಗಳ ಬಗ್ಗೆ ಚರ್ಚೆ ನಡೆದು ಬಳಿಕ ತಹಸೀಲ್ದಾರ ಕಚೇರಿ ಪ್ರತಿ ಕೊಠಡಿಗೆ ಭೇಟಿ ನೀಡಿ ಪರಿಶೀಲಿಸಿದರು. bbox=[700, 1025, 852, 1116]
a6-col-3: ಅನುಷ್ಠಾನ ಕಾರ್ಯಕ್ರಮವನ್ನು ಮಾಡಲಿದ್ದಾರೆ. ಮುಖ್ಯ ಅತಿಥಿಯಾಗಿ ಸಮಾಜ ಕಲ್ಯಾಣ ಇಲಾಖೆ ಉಪ ನಿರ್ದೇಶಕ ಮಹೇಶ ಪೋದ್ದಾರ, ಕನ್ನಡ ಅಭಿವೃದ್ಧಿ ಪ್ರಾಧಿಕಾರದ ಸದಸ್ಯ ದಾಕ್ಷಾಯಣಿ ಹುಡೇದ, ಪುಸ್ತಕ ಪ್ರಾಧಿಕಾರದ ಸದಸ್ಯ ಡಾ ಕುಬೇರ ಬರಗುಂಡಿ, ಜಿಲ್ಲಾ ಸಂಚಾಲಕ ಸಾಹಿತಿ ಶಂಕರ ಬೈಚಬಾಳ, ಕನ್ನಡ ಪುಸ್ತಕ ಪ್ರಾಧಿಕಾರದ ಜಿಲ್ಲಾ ಜಾಗೃತ ಸಮಿತಿಯ ಸದಸ್ಯ ಸಾಹಿತಿ bbox=[1016, 1761, 1170, 1915]
